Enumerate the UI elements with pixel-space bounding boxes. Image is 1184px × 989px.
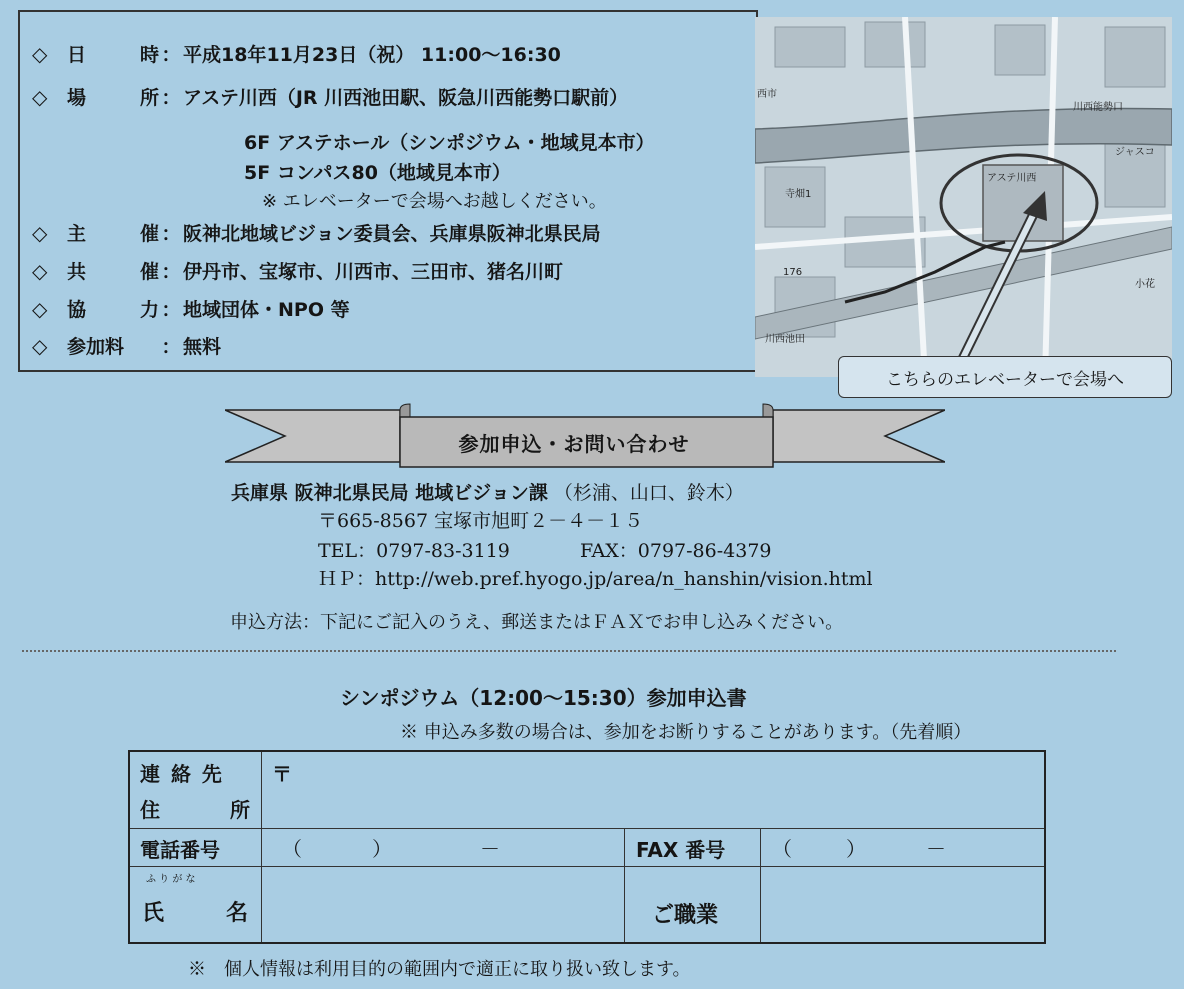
info-label	[67, 295, 159, 322]
info-label	[67, 83, 159, 110]
label-jusho-1: 住	[140, 798, 160, 822]
info-colon: ：	[161, 87, 181, 109]
label-renrakusaki: 連 絡 先	[140, 762, 224, 786]
fax-input[interactable]	[760, 828, 1044, 864]
map-label-jason: ジャスコ	[1115, 147, 1155, 158]
contact-banner-title: 参加申込・お問い合わせ	[458, 431, 690, 456]
form-row-divider-2	[130, 866, 1044, 867]
info-label-part: 所	[139, 87, 159, 109]
diamond-bullet-icon: ◇	[32, 333, 48, 358]
map-graphic	[755, 17, 1172, 377]
form-note: ※ 申込み多数の場合は、参加をお断りすることがあります。（先着順）	[400, 722, 972, 743]
map-label-aste: アステ川西	[987, 173, 1037, 184]
contact-people: （杉浦、山口、鈴木）	[553, 482, 744, 504]
info-colon: ：	[161, 223, 181, 245]
info-label	[67, 332, 159, 359]
phone-paren-open: （	[282, 837, 302, 861]
info-label-part: 力	[139, 299, 159, 321]
privacy-note: ※ 個人情報は利用目的の範囲内で適正に取り扱い致します。	[188, 959, 691, 980]
map-label-terahata: 寺畑1	[785, 189, 812, 200]
contact-fax: FAX：0797-86-4379	[580, 540, 772, 562]
venue-sub-6f: 6F アステホール（シンポジウム・地域見本市）	[244, 132, 655, 154]
info-label-part: 主	[67, 223, 87, 245]
venue-sub-5f: 5F コンパス80（地域見本市）	[244, 162, 511, 184]
label-job: ご職業	[652, 903, 719, 928]
label-name-2: 名	[226, 901, 249, 926]
info-label-part: 共	[67, 261, 87, 283]
label-phone: 電話番号	[140, 838, 220, 862]
contact-address: 〒665-8567 宝塚市旭町２－４－１５	[318, 510, 644, 532]
info-value: 阪神北地域ビジョン委員会、兵庫県阪神北県民局	[183, 223, 601, 245]
application-method: 申込方法：下記にご記入のうえ、郵送またはＦＡＸでお申し込みください。	[230, 612, 844, 633]
diamond-bullet-icon: ◇	[32, 220, 48, 245]
info-row-cosponsor	[32, 257, 563, 284]
info-colon: ：	[161, 299, 181, 321]
job-input[interactable]	[760, 868, 1044, 942]
info-value: アステ川西（JR 川西池田駅、阪急川西能勢口駅前）	[183, 87, 629, 109]
diamond-bullet-icon: ◇	[32, 84, 48, 109]
info-value: 伊丹市、宝塚市、川西市、三田市、猪名川町	[183, 261, 564, 283]
info-row-organizer	[32, 219, 601, 246]
label-name-1: 氏	[142, 901, 165, 926]
diamond-bullet-icon: ◇	[32, 296, 48, 321]
info-row-venue	[32, 83, 628, 110]
cut-line-divider	[22, 650, 1116, 652]
label-fax: FAX 番号	[636, 838, 726, 862]
contact-homepage-link[interactable]: ＨＰ：http://web.pref.hyogo.jp/area/n_hanshin/vision.html	[318, 568, 873, 590]
info-row-fee	[32, 332, 221, 359]
info-value: 平成18年11月23日（祝） 11:00～16:30	[183, 44, 561, 66]
info-label-part: 場	[67, 87, 87, 109]
venue-note: ※ エレベーターで会場へお越しください。	[262, 191, 607, 212]
venue-map	[755, 17, 1172, 377]
info-label-part: 日	[67, 44, 87, 66]
info-value: 地域団体・NPO 等	[183, 299, 350, 321]
form-col-divider-2	[624, 828, 625, 942]
info-label-part: 催	[139, 223, 159, 245]
phone-paren-close: ）	[372, 837, 392, 861]
info-label	[67, 219, 159, 246]
info-label	[67, 40, 159, 67]
label-furigana: ふ り が な	[146, 874, 196, 885]
name-input[interactable]	[264, 868, 620, 942]
info-label-part: 時	[139, 44, 159, 66]
phone-input[interactable]	[262, 828, 620, 864]
info-label	[67, 257, 159, 284]
phone-dash: －	[480, 837, 500, 861]
info-row-cooperation	[32, 295, 350, 322]
info-colon: ：	[161, 336, 181, 358]
fax-dash: －	[926, 837, 946, 861]
contact-org	[231, 478, 744, 505]
info-label-part: 参加料	[67, 336, 125, 358]
contact-tel: TEL：0797-83-3119	[318, 540, 510, 562]
map-label-koshi: 小花	[1135, 279, 1155, 290]
contact-org-name: 兵庫県 阪神北県民局 地域ビジョン課	[231, 482, 548, 504]
diamond-bullet-icon: ◇	[32, 258, 48, 283]
address-input[interactable]	[264, 752, 1044, 824]
info-label-part: 催	[139, 261, 159, 283]
map-label-ikeda: 川西池田	[765, 334, 805, 345]
map-caption: こちらのエレベーターで会場へ	[838, 356, 1172, 398]
info-colon: ：	[161, 261, 181, 283]
info-label-part: 協	[67, 299, 87, 321]
label-jusho-2: 所	[230, 798, 250, 822]
map-label-route: 176	[783, 267, 803, 278]
fax-paren-open: （	[772, 837, 792, 861]
info-row-datetime	[32, 40, 561, 67]
form-title: シンポジウム（12:00～15:30）参加申込書	[340, 686, 747, 710]
postal-mark: 〒	[272, 762, 292, 786]
map-label-nishi: 西市	[757, 89, 777, 100]
info-value: 無料	[183, 336, 222, 358]
map-label-noseguchi: 川西能勢口	[1073, 102, 1123, 113]
fax-paren-close: ）	[846, 837, 866, 861]
info-colon: ：	[161, 44, 181, 66]
diamond-bullet-icon: ◇	[32, 41, 48, 66]
